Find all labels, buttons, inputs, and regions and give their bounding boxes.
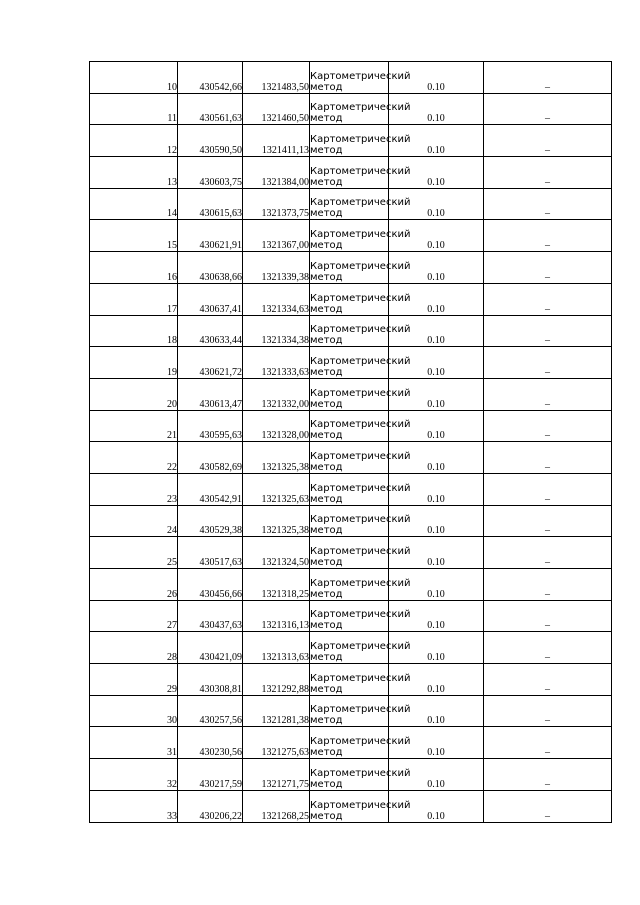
point-number-cell: 29 bbox=[90, 664, 178, 696]
table-row bbox=[90, 790, 612, 822]
coordinates-table bbox=[89, 61, 612, 823]
point-number-cell: 19 bbox=[90, 347, 178, 379]
x-coordinate-cell: 430603,75 bbox=[178, 157, 243, 189]
y-coordinate-cell: 1321316,13 bbox=[243, 600, 310, 632]
table-row bbox=[90, 600, 612, 632]
method-cell: Картометрический метод bbox=[310, 695, 389, 727]
point-number-cell: 23 bbox=[90, 473, 178, 505]
y-coordinate-cell: 1321271,75 bbox=[243, 759, 310, 791]
x-coordinate-cell: 430542,91 bbox=[178, 473, 243, 505]
precision-cell: 0.10 bbox=[389, 537, 484, 569]
method-cell: Картометрический метод bbox=[310, 157, 389, 189]
method-cell: Картометрический метод bbox=[310, 125, 389, 157]
x-coordinate-cell: 430621,72 bbox=[178, 347, 243, 379]
coordinates-table-body bbox=[90, 62, 612, 823]
y-coordinate-cell: 1321367,00 bbox=[243, 220, 310, 252]
table-row bbox=[90, 727, 612, 759]
y-coordinate-cell: 1321325,38 bbox=[243, 505, 310, 537]
x-coordinate-cell: 430517,63 bbox=[178, 537, 243, 569]
method-cell: Картометрический метод bbox=[310, 505, 389, 537]
point-number-cell: 13 bbox=[90, 157, 178, 189]
precision-cell: 0.10 bbox=[389, 505, 484, 537]
x-coordinate-cell: 430637,41 bbox=[178, 283, 243, 315]
method-cell: Картометрический метод bbox=[310, 410, 389, 442]
note-cell: – bbox=[484, 347, 612, 379]
precision-cell: 0.10 bbox=[389, 473, 484, 505]
note-cell: – bbox=[484, 632, 612, 664]
y-coordinate-cell: 1321275,63 bbox=[243, 727, 310, 759]
x-coordinate-cell: 430590,50 bbox=[178, 125, 243, 157]
note-cell: – bbox=[484, 790, 612, 822]
note-cell: – bbox=[484, 283, 612, 315]
x-coordinate-cell: 430456,66 bbox=[178, 569, 243, 601]
y-coordinate-cell: 1321384,00 bbox=[243, 157, 310, 189]
y-coordinate-cell: 1321328,00 bbox=[243, 410, 310, 442]
precision-cell: 0.10 bbox=[389, 378, 484, 410]
precision-cell: 0.10 bbox=[389, 600, 484, 632]
table-row bbox=[90, 93, 612, 125]
point-number-cell: 32 bbox=[90, 759, 178, 791]
x-coordinate-cell: 430257,56 bbox=[178, 695, 243, 727]
method-cell: Картометрический метод bbox=[310, 790, 389, 822]
precision-cell: 0.10 bbox=[389, 790, 484, 822]
table-row bbox=[90, 283, 612, 315]
point-number-cell: 20 bbox=[90, 378, 178, 410]
y-coordinate-cell: 1321339,38 bbox=[243, 252, 310, 284]
table-row bbox=[90, 315, 612, 347]
x-coordinate-cell: 430582,69 bbox=[178, 442, 243, 474]
point-number-cell: 22 bbox=[90, 442, 178, 474]
point-number-cell: 18 bbox=[90, 315, 178, 347]
note-cell: – bbox=[484, 442, 612, 474]
note-cell: – bbox=[484, 93, 612, 125]
note-cell: – bbox=[484, 473, 612, 505]
precision-cell: 0.10 bbox=[389, 62, 484, 94]
point-number-cell: 31 bbox=[90, 727, 178, 759]
x-coordinate-cell: 430308,81 bbox=[178, 664, 243, 696]
precision-cell: 0.10 bbox=[389, 283, 484, 315]
y-coordinate-cell: 1321324,50 bbox=[243, 537, 310, 569]
point-number-cell: 17 bbox=[90, 283, 178, 315]
x-coordinate-cell: 430421,09 bbox=[178, 632, 243, 664]
table-row bbox=[90, 664, 612, 696]
method-cell: Картометрический метод bbox=[310, 473, 389, 505]
table-row bbox=[90, 569, 612, 601]
method-cell: Картометрический метод bbox=[310, 283, 389, 315]
y-coordinate-cell: 1321281,38 bbox=[243, 695, 310, 727]
x-coordinate-cell: 430230,56 bbox=[178, 727, 243, 759]
x-coordinate-cell: 430595,63 bbox=[178, 410, 243, 442]
table-row bbox=[90, 157, 612, 189]
precision-cell: 0.10 bbox=[389, 664, 484, 696]
note-cell: – bbox=[484, 600, 612, 632]
note-cell: – bbox=[484, 505, 612, 537]
table-row bbox=[90, 188, 612, 220]
table-row bbox=[90, 62, 612, 94]
table-row bbox=[90, 347, 612, 379]
precision-cell: 0.10 bbox=[389, 727, 484, 759]
precision-cell: 0.10 bbox=[389, 315, 484, 347]
method-cell: Картометрический метод bbox=[310, 632, 389, 664]
x-coordinate-cell: 430529,38 bbox=[178, 505, 243, 537]
precision-cell: 0.10 bbox=[389, 442, 484, 474]
y-coordinate-cell: 1321313,63 bbox=[243, 632, 310, 664]
x-coordinate-cell: 430615,63 bbox=[178, 188, 243, 220]
x-coordinate-cell: 430633,44 bbox=[178, 315, 243, 347]
y-coordinate-cell: 1321373,75 bbox=[243, 188, 310, 220]
precision-cell: 0.10 bbox=[389, 695, 484, 727]
note-cell: – bbox=[484, 125, 612, 157]
table-row bbox=[90, 695, 612, 727]
method-cell: Картометрический метод bbox=[310, 537, 389, 569]
point-number-cell: 24 bbox=[90, 505, 178, 537]
method-cell: Картометрический метод bbox=[310, 378, 389, 410]
x-coordinate-cell: 430621,91 bbox=[178, 220, 243, 252]
point-number-cell: 15 bbox=[90, 220, 178, 252]
table-row bbox=[90, 759, 612, 791]
x-coordinate-cell: 430638,66 bbox=[178, 252, 243, 284]
y-coordinate-cell: 1321325,63 bbox=[243, 473, 310, 505]
note-cell: – bbox=[484, 695, 612, 727]
y-coordinate-cell: 1321332,00 bbox=[243, 378, 310, 410]
y-coordinate-cell: 1321483,50 bbox=[243, 62, 310, 94]
method-cell: Картометрический метод bbox=[310, 347, 389, 379]
x-coordinate-cell: 430561,63 bbox=[178, 93, 243, 125]
table-row bbox=[90, 410, 612, 442]
point-number-cell: 12 bbox=[90, 125, 178, 157]
table-row bbox=[90, 473, 612, 505]
x-coordinate-cell: 430217,59 bbox=[178, 759, 243, 791]
precision-cell: 0.10 bbox=[389, 93, 484, 125]
note-cell: – bbox=[484, 220, 612, 252]
precision-cell: 0.10 bbox=[389, 632, 484, 664]
point-number-cell: 30 bbox=[90, 695, 178, 727]
y-coordinate-cell: 1321268,25 bbox=[243, 790, 310, 822]
method-cell: Картометрический метод bbox=[310, 600, 389, 632]
table-row bbox=[90, 220, 612, 252]
point-number-cell: 25 bbox=[90, 537, 178, 569]
note-cell: – bbox=[484, 378, 612, 410]
method-cell: Картометрический метод bbox=[310, 727, 389, 759]
method-cell: Картометрический метод bbox=[310, 442, 389, 474]
precision-cell: 0.10 bbox=[389, 347, 484, 379]
note-cell: – bbox=[484, 188, 612, 220]
table-row bbox=[90, 537, 612, 569]
y-coordinate-cell: 1321334,63 bbox=[243, 283, 310, 315]
note-cell: – bbox=[484, 410, 612, 442]
note-cell: – bbox=[484, 62, 612, 94]
table-row bbox=[90, 252, 612, 284]
table-row bbox=[90, 442, 612, 474]
precision-cell: 0.10 bbox=[389, 220, 484, 252]
table-row bbox=[90, 505, 612, 537]
method-cell: Картометрический метод bbox=[310, 315, 389, 347]
note-cell: – bbox=[484, 537, 612, 569]
method-cell: Картометрический метод bbox=[310, 759, 389, 791]
y-coordinate-cell: 1321411,13 bbox=[243, 125, 310, 157]
point-number-cell: 26 bbox=[90, 569, 178, 601]
point-number-cell: 10 bbox=[90, 62, 178, 94]
point-number-cell: 27 bbox=[90, 600, 178, 632]
y-coordinate-cell: 1321292,88 bbox=[243, 664, 310, 696]
table-row bbox=[90, 632, 612, 664]
precision-cell: 0.10 bbox=[389, 125, 484, 157]
note-cell: – bbox=[484, 759, 612, 791]
y-coordinate-cell: 1321318,25 bbox=[243, 569, 310, 601]
note-cell: – bbox=[484, 252, 612, 284]
method-cell: Картометрический метод bbox=[310, 220, 389, 252]
x-coordinate-cell: 430437,63 bbox=[178, 600, 243, 632]
precision-cell: 0.10 bbox=[389, 759, 484, 791]
method-cell: Картометрический метод bbox=[310, 664, 389, 696]
method-cell: Картометрический метод bbox=[310, 188, 389, 220]
point-number-cell: 16 bbox=[90, 252, 178, 284]
x-coordinate-cell: 430542,66 bbox=[178, 62, 243, 94]
y-coordinate-cell: 1321460,50 bbox=[243, 93, 310, 125]
y-coordinate-cell: 1321334,38 bbox=[243, 315, 310, 347]
note-cell: – bbox=[484, 315, 612, 347]
note-cell: – bbox=[484, 157, 612, 189]
table-row bbox=[90, 378, 612, 410]
precision-cell: 0.10 bbox=[389, 188, 484, 220]
point-number-cell: 33 bbox=[90, 790, 178, 822]
precision-cell: 0.10 bbox=[389, 569, 484, 601]
method-cell: Картометрический метод bbox=[310, 93, 389, 125]
x-coordinate-cell: 430613,47 bbox=[178, 378, 243, 410]
precision-cell: 0.10 bbox=[389, 157, 484, 189]
point-number-cell: 28 bbox=[90, 632, 178, 664]
note-cell: – bbox=[484, 664, 612, 696]
y-coordinate-cell: 1321333,63 bbox=[243, 347, 310, 379]
precision-cell: 0.10 bbox=[389, 252, 484, 284]
note-cell: – bbox=[484, 727, 612, 759]
method-cell: Картометрический метод bbox=[310, 62, 389, 94]
note-cell: – bbox=[484, 569, 612, 601]
y-coordinate-cell: 1321325,38 bbox=[243, 442, 310, 474]
x-coordinate-cell: 430206,22 bbox=[178, 790, 243, 822]
point-number-cell: 11 bbox=[90, 93, 178, 125]
point-number-cell: 21 bbox=[90, 410, 178, 442]
table-row bbox=[90, 125, 612, 157]
point-number-cell: 14 bbox=[90, 188, 178, 220]
method-cell: Картометрический метод bbox=[310, 569, 389, 601]
method-cell: Картометрический метод bbox=[310, 252, 389, 284]
precision-cell: 0.10 bbox=[389, 410, 484, 442]
